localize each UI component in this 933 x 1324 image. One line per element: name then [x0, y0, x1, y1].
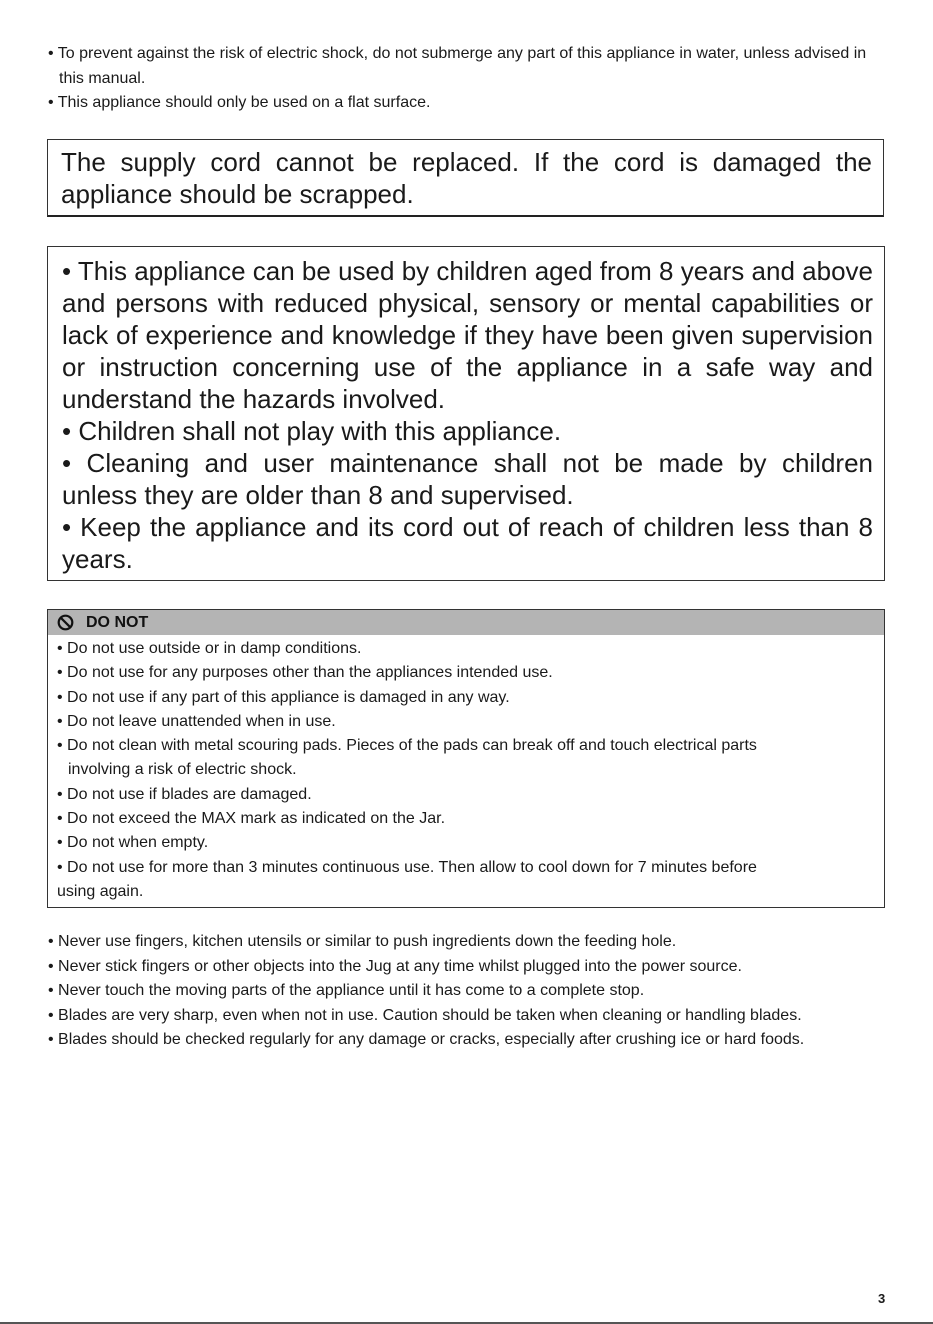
do-not-item: • Do not use if any part of this appliance is damaged in any way.: [57, 688, 510, 706]
do-not-box: [47, 609, 885, 908]
cord-notice-box: [47, 139, 884, 217]
do-not-item: • Do not use outside or in damp conditions.: [57, 640, 362, 657]
warning-item: • Never touch the moving parts of the appliance until it has come to a complete stop.: [48, 982, 645, 999]
children-notice-item: • This appliance can be used by children aged from 8 years and above and persons with reduced physical, sensory or mental capabilities or lack of experience and knowledge if they have been given supervision or instruction concerning use of the appliance in a safe way and understand the hazards involved.: [62, 256, 873, 414]
warning-item: • Blades are very sharp, even when not in use. Caution should be taken when cleaning or handling blades.: [48, 1006, 802, 1024]
cord-notice-text: The supply cord cannot be replaced. If the cord is damaged the appliance should be scrapped.: [61, 147, 872, 209]
warning-item: • This appliance should only be used on a flat surface.: [48, 94, 431, 111]
children-notice-item: • Keep the appliance and its cord out of reach of children less than 8 years.: [62, 512, 873, 574]
warning-item: • Never stick fingers or other objects into the Jug at any time whilst plugged into the power source.: [48, 957, 742, 975]
do-not-item: • Do not when empty.: [57, 834, 209, 852]
bottom-warnings: [48, 930, 893, 1053]
do-not-header: [48, 610, 884, 635]
do-not-item: • Do not clean with metal scouring pads. Pieces of the pads can break off and touch electrical parts: [57, 737, 757, 755]
do-not-item: • Do not use for more than 3 minutes continuous use. Then allow to cool down for 7 minutes before: [57, 858, 757, 876]
do-not-item: • Do not leave unattended when in use.: [57, 712, 336, 730]
do-not-item: • Do not use for any purposes other than the appliances intended use.: [57, 664, 553, 682]
do-not-item: • Do not use if blades are damaged.: [57, 785, 312, 803]
do-not-item-continued: using again.: [57, 882, 144, 900]
do-not-item-continued: involving a risk of electric shock.: [68, 761, 297, 779]
do-not-title: DO NOT: [86, 613, 149, 631]
page-number: 3: [878, 1291, 886, 1306]
prohibition-icon: [57, 614, 74, 631]
do-not-list: [48, 635, 884, 904]
do-not-item: • Do not exceed the MAX mark as indicated on the Jar.: [57, 810, 446, 828]
children-notice-box: [47, 246, 885, 581]
warning-item: • To prevent against the risk of electric shock, do not submerge any part of this appliance in water, unless advised in this manual.: [48, 45, 867, 87]
children-notice-item: • Children shall not play with this appliance.: [62, 416, 562, 446]
warning-item: • Blades should be checked regularly for any damage or cracks, especially after crushing ice or hard foods.: [48, 1031, 805, 1048]
top-warnings: [48, 42, 888, 116]
warning-item: • Never use fingers, kitchen utensils or similar to push ingredients down the feeding hole.: [48, 933, 677, 950]
children-notice-item: • Cleaning and user maintenance shall not be made by children unless they are older than 8 and supervised.: [62, 448, 873, 510]
